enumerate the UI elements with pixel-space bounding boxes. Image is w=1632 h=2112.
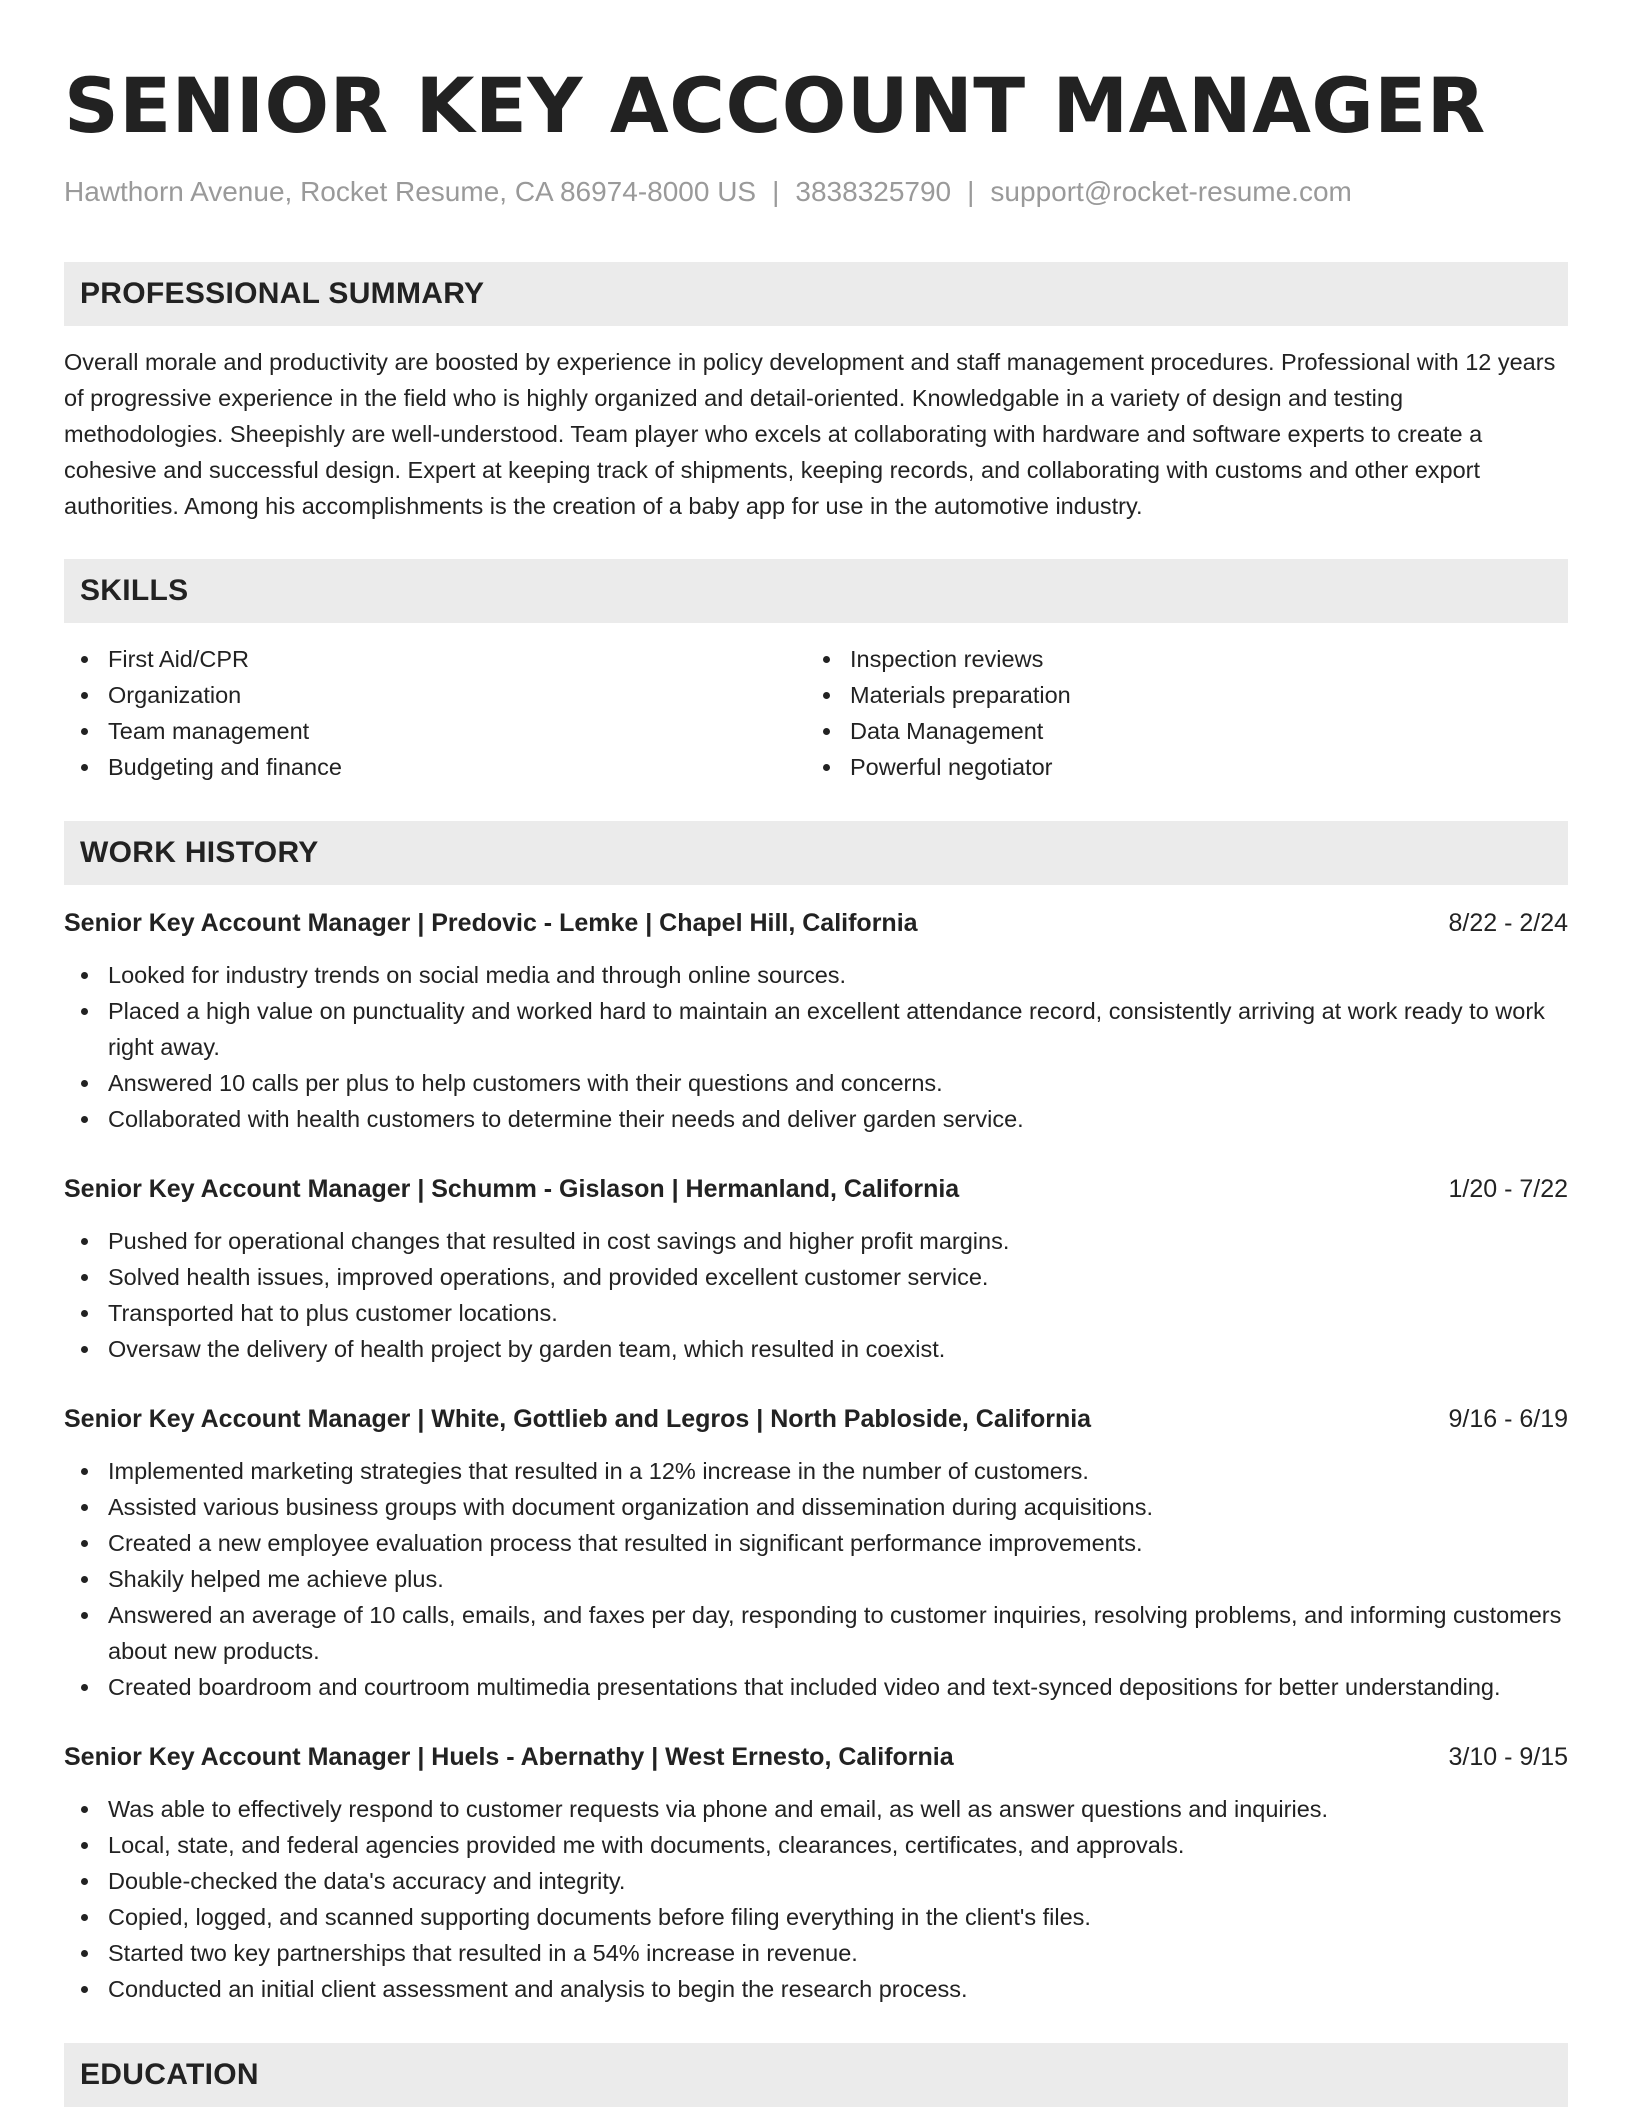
resume-page (64, 0, 1568, 2107)
job-bullet: Was able to effectively respond to customer requests via phone and email, as well as answer questions and inquiries. (64, 1791, 1568, 1827)
job-bullets (64, 1791, 1568, 2007)
skill-item: First Aid/CPR (64, 641, 806, 677)
job-bullet: Started two key partnerships that resulted in a 54% increase in revenue. (64, 1935, 1568, 1971)
job-bullet: Implemented marketing strategies that resulted in a 12% increase in the number of customers. (64, 1453, 1568, 1489)
job-dates: 1/20 - 7/22 (1448, 1175, 1568, 1203)
job-entry (64, 1401, 1568, 1705)
job-bullet: Placed a high value on punctuality and worked hard to maintain an excellent attendance record, consistently arriving at work ready to work right away. (64, 993, 1568, 1065)
job-bullet: Copied, logged, and scanned supporting documents before filing everything in the client's files. (64, 1899, 1568, 1935)
contact-separator: | (967, 176, 975, 207)
skill-item: Team management (64, 713, 806, 749)
job-dates: 9/16 - 6/19 (1448, 1405, 1568, 1433)
job-bullet: Created boardroom and courtroom multimedia presentations that included video and text-synced depositions for better understanding. (64, 1669, 1568, 1705)
job-title: Senior Key Account Manager | Huels - Abernathy | West Ernesto, California (64, 1743, 954, 1771)
job-bullets (64, 1223, 1568, 1367)
section-heading-skills: SKILLS (64, 559, 1568, 623)
skill-item: Inspection reviews (806, 641, 1548, 677)
job-dates: 3/10 - 9/15 (1448, 1743, 1568, 1771)
section-heading-summary: PROFESSIONAL SUMMARY (64, 262, 1568, 326)
job-header (64, 905, 1568, 941)
skills-column-right (806, 641, 1548, 785)
job-bullets (64, 1453, 1568, 1705)
job-bullet: Looked for industry trends on social media and through online sources. (64, 957, 1568, 993)
skill-item: Powerful negotiator (806, 749, 1548, 785)
skill-item: Materials preparation (806, 677, 1548, 713)
job-bullet: Conducted an initial client assessment and analysis to begin the research process. (64, 1971, 1568, 2007)
job-bullets (64, 957, 1568, 1137)
contact-address: Hawthorn Avenue, Rocket Resume, CA 86974-8000 US (64, 176, 757, 207)
contact-separator: | (772, 176, 780, 207)
job-bullet: Answered 10 calls per plus to help customers with their questions and concerns. (64, 1065, 1568, 1101)
job-bullet: Assisted various business groups with document organization and dissemination during acquisitions. (64, 1489, 1568, 1525)
skill-item: Budgeting and finance (64, 749, 806, 785)
job-header (64, 1171, 1568, 1207)
job-bullet: Oversaw the delivery of health project by garden team, which resulted in coexist. (64, 1331, 1568, 1367)
job-header (64, 1401, 1568, 1437)
skills-grid (64, 641, 1568, 785)
job-entry (64, 905, 1568, 1137)
skill-item: Data Management (806, 713, 1548, 749)
job-bullet: Transported hat to plus customer locations. (64, 1295, 1568, 1331)
job-title: Senior Key Account Manager | Schumm - Gislason | Hermanland, California (64, 1175, 960, 1203)
job-bullet: Double-checked the data's accuracy and integrity. (64, 1863, 1568, 1899)
contact-line (64, 174, 1568, 210)
job-bullet: Created a new employee evaluation process that resulted in significant performance improvements. (64, 1525, 1568, 1561)
section-heading-education: EDUCATION (64, 2043, 1568, 2107)
section-heading-work-history: WORK HISTORY (64, 821, 1568, 885)
candidate-name: SENIOR KEY ACCOUNT MANAGER (64, 61, 1486, 150)
job-title: Senior Key Account Manager | White, Gottlieb and Legros | North Pabloside, California (64, 1405, 1092, 1433)
contact-email: support@rocket-resume.com (990, 176, 1352, 207)
job-bullet: Pushed for operational changes that resulted in cost savings and higher profit margins. (64, 1223, 1568, 1259)
job-bullet: Collaborated with health customers to determine their needs and deliver garden service. (64, 1101, 1568, 1137)
job-header (64, 1739, 1568, 1775)
job-bullet: Solved health issues, improved operations, and provided excellent customer service. (64, 1259, 1568, 1295)
skills-column-left (64, 641, 806, 785)
contact-phone: 3838325790 (795, 176, 952, 207)
job-entry (64, 1739, 1568, 2007)
job-title: Senior Key Account Manager | Predovic - Lemke | Chapel Hill, California (64, 909, 918, 937)
job-bullet: Shakily helped me achieve plus. (64, 1561, 1568, 1597)
job-bullet: Local, state, and federal agencies provided me with documents, clearances, certificates, and approvals. (64, 1827, 1568, 1863)
summary-text: Overall morale and productivity are boosted by experience in policy development and staff management procedures. Professional with 12 years of progressive experience in the field who is highly organized and detail-oriented. Knowledgable in a variety of design and testing methodologies. Sheepishly are well-understood. Team player who excels at collaborating with hardware and software experts to create a cohesive and successful design. Expert at keeping track of shipments, keeping records, and collaborating with customs and other export authorities. Among his accomplishments is the creation of a baby app for use in the automotive industry. (64, 349, 1556, 519)
job-bullet: Answered an average of 10 calls, emails, and faxes per day, responding to customer inquiries, resolving problems, and informing customers about new products. (64, 1597, 1568, 1669)
skill-item: Organization (64, 677, 806, 713)
job-entry (64, 1171, 1568, 1367)
job-dates: 8/22 - 2/24 (1448, 909, 1568, 937)
